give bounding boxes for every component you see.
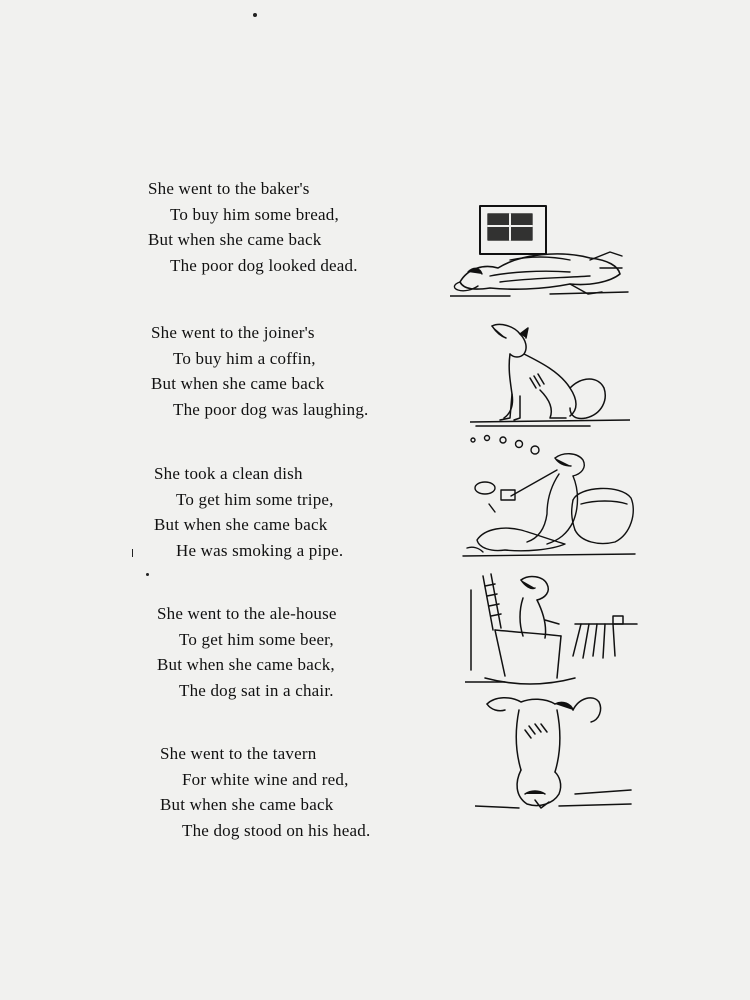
verse-line: To get him some tripe, [176, 489, 334, 509]
verse-line: She went to the ale-house [157, 604, 337, 623]
ink-speck [253, 13, 257, 17]
verse-line: To get him some beer, [179, 629, 334, 649]
stanza-joiners [151, 320, 368, 422]
verse-line: But when she came back [151, 374, 325, 393]
dog-smoking-pipe-icon [455, 430, 640, 560]
stanza-tavern [160, 741, 370, 843]
ink-speck [146, 573, 149, 576]
verse-line: But when she came back [154, 515, 328, 534]
stanza-bakers [148, 176, 358, 278]
dog-laughing-icon [470, 318, 630, 430]
verse-line: The dog sat in a chair. [179, 680, 334, 700]
verse-line: To buy him some bread, [170, 204, 339, 224]
verse-line: To buy him a coffin, [173, 348, 316, 368]
verse-line: She took a clean dish [154, 464, 303, 483]
verse-line: He was smoking a pipe. [176, 540, 344, 560]
verse-line: For white wine and red, [182, 769, 349, 789]
dog-on-head-icon [475, 690, 635, 820]
dog-in-chair-icon [465, 570, 640, 690]
ink-speck [132, 549, 133, 557]
verse-line: She went to the joiner's [151, 323, 315, 342]
verse-line: The poor dog looked dead. [170, 255, 358, 275]
verse-line: The dog stood on his head. [182, 820, 371, 840]
verse-line: But when she came back [160, 795, 334, 814]
verse-line: But when she came back [148, 230, 322, 249]
verse-line: She went to the tavern [160, 744, 317, 763]
verse-line: She went to the baker's [148, 179, 310, 198]
stanza-ale-house [157, 601, 337, 703]
verse-line: But when she came back, [157, 655, 335, 674]
stanza-tripe [154, 461, 343, 563]
verse-line: The poor dog was laughing. [173, 399, 369, 419]
dog-lying-dead-icon [450, 198, 630, 302]
